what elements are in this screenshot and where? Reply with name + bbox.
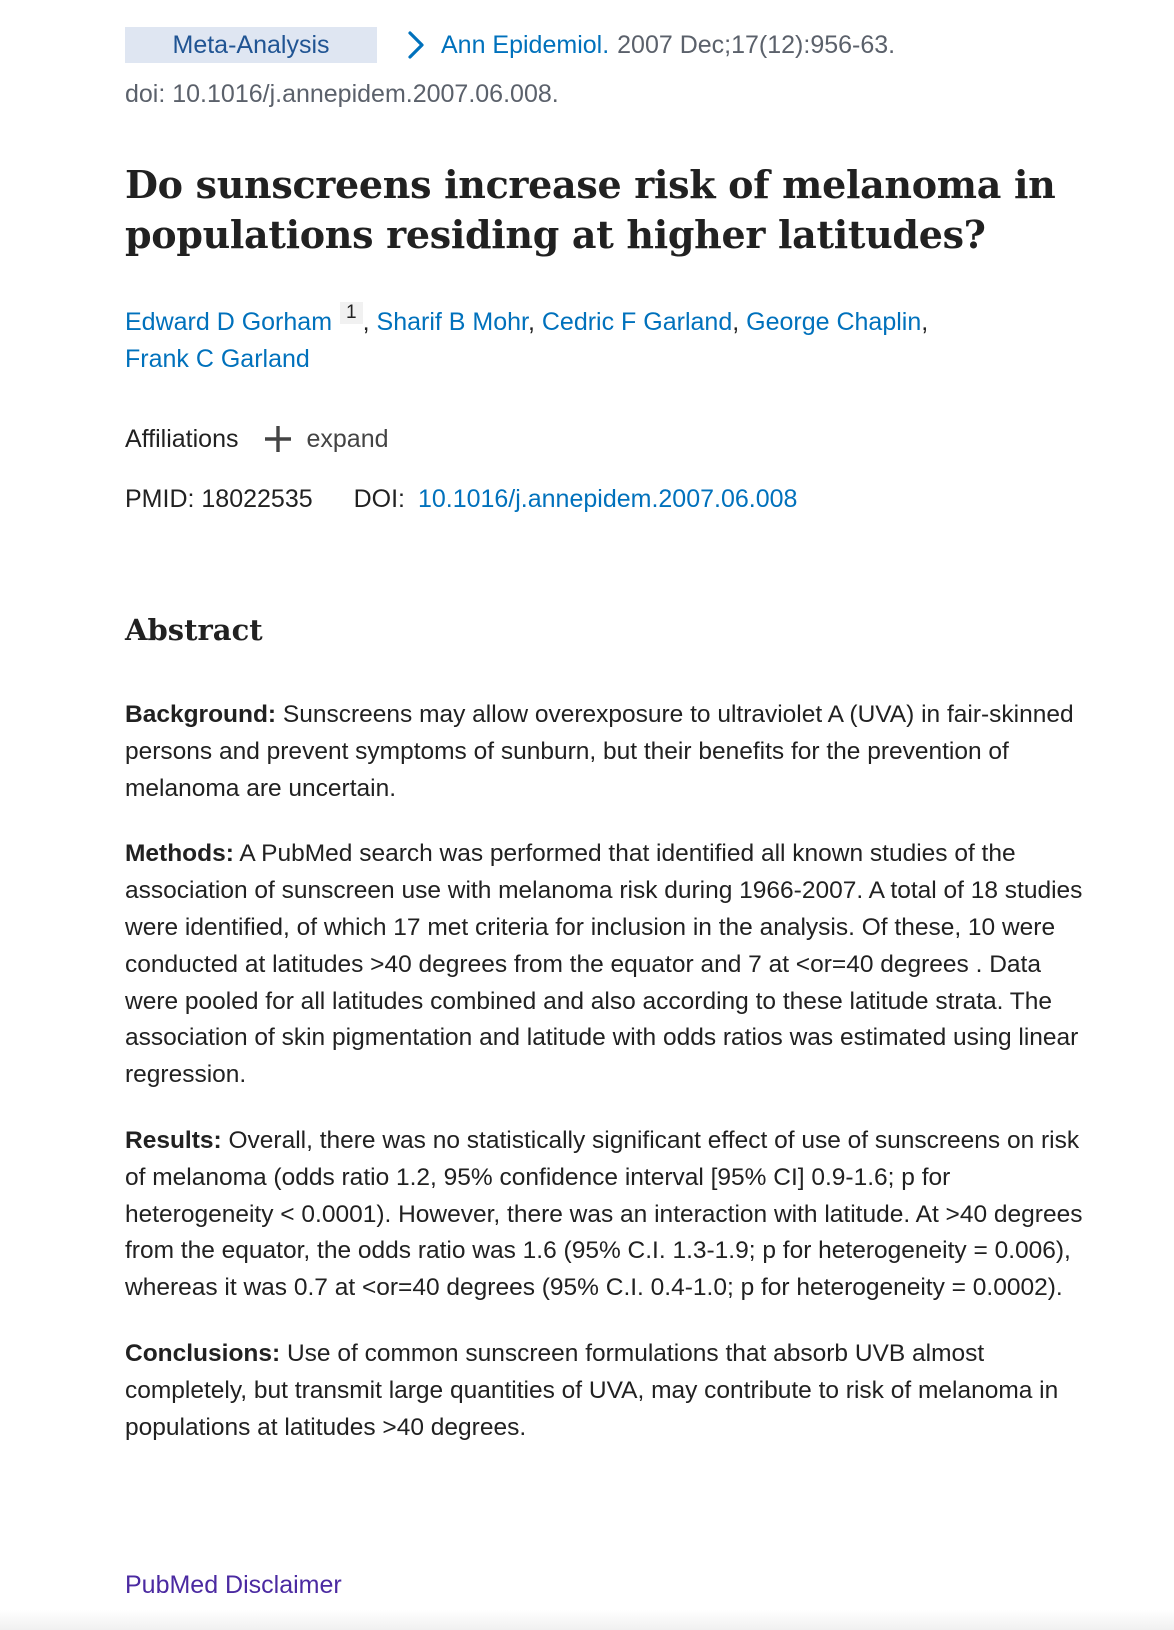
affiliation-marker[interactable]: 1 (340, 302, 363, 324)
abstract-section-conclusions (125, 1336, 1085, 1446)
pmid: PMID: 18022535 (125, 485, 313, 513)
author-link[interactable]: George Chaplin (746, 308, 922, 336)
abstract-section-results (125, 1123, 1085, 1307)
journal-link[interactable]: Ann Epidemiol. (441, 30, 610, 59)
author-link[interactable]: Frank C Garland (125, 345, 310, 373)
article-source-row (125, 27, 895, 63)
citation-text: 2007 Dec;17(12):956-63. (617, 30, 896, 59)
affiliations-label: Affiliations (125, 424, 239, 453)
authors-list: Edward D Gorham 1 , Sharif B Mohr, Cedric F Garland, George Chaplin, Frank C Garland (125, 302, 929, 373)
section-text: Use of common sunscreen formulations that absorb UVB almost completely, but transmit large quantities of UVA, may contribute to risk of melanoma in populations at latitudes >40 degrees. (125, 1339, 1059, 1441)
bottom-edge-shadow (0, 1610, 1174, 1630)
pubmed-disclaimer-link[interactable]: PubMed Disclaimer (125, 1571, 342, 1599)
section-label: Conclusions: (125, 1339, 281, 1367)
expand-label[interactable]: expand (306, 424, 389, 453)
abstract-heading: Abstract (125, 613, 263, 647)
section-text: Sunscreens may allow overexposure to ultraviolet A (UVA) in fair-skinned persons and prevent symptoms of sunburn, but their benefits for the prevention of melanoma are uncertain. (125, 701, 1074, 802)
affiliations-toggle[interactable] (125, 424, 389, 454)
section-text: Overall, there was no statistically significant effect of use of sunscreens on risk of melanoma (odds ratio 1.2, 95% confidence interval [95% CI] 0.9-1.6; p for heterogeneity < 0.0001). However, there was an interaction with latitude. At >40 degrees from the equator, the odds ratio was 1.6 (95% C.I. 1.3-1.9; p for heterogeneity = 0.006), whereas it was 0.7 at <or=40 degrees (95% C.I. 0.4-1.0; p for heterogeneity = 0.0002). (125, 1126, 1083, 1302)
author-link[interactable]: Cedric F Garland (541, 308, 733, 336)
citation-doi: doi: 10.1016/j.annepidem.2007.06.008. (125, 80, 559, 108)
plus-icon[interactable] (263, 424, 293, 454)
doi-link[interactable]: 10.1016/j.annepidem.2007.06.008 (417, 485, 798, 513)
abstract-section-methods (125, 836, 1085, 1094)
section-label: Background: (125, 701, 277, 728)
article-title: Do sunscreens increase risk of melanoma in populations residing at higher latitudes? (125, 162, 1056, 257)
identifiers (125, 485, 797, 514)
abstract-body (125, 697, 1085, 1475)
abstract-section-background (125, 697, 1085, 807)
chevron-right-icon[interactable] (403, 30, 429, 60)
author-link[interactable]: Sharif B Mohr (376, 308, 528, 336)
doi-label: DOI: (353, 485, 405, 513)
publication-type-badge: Meta-Analysis (125, 27, 377, 63)
section-label: Results: (125, 1126, 222, 1154)
author-link[interactable]: Edward D Gorham (125, 308, 333, 336)
section-text: A PubMed search was performed that identified all known studies of the association of sunscreen use with melanoma risk during 1966-2007. A total of 18 studies were identified, of which 17 met criteria for inclusion in the analysis. Of these, 10 were conducted at latitudes >40 degrees from the equator and 7 at <or=40 degrees . Data were pooled for all latitudes combined and also according to these latitude strata. The association of skin pigmentation and latitude with odds ratios was estimated using linear regression. (125, 840, 1083, 1089)
section-label: Methods: (125, 840, 234, 868)
